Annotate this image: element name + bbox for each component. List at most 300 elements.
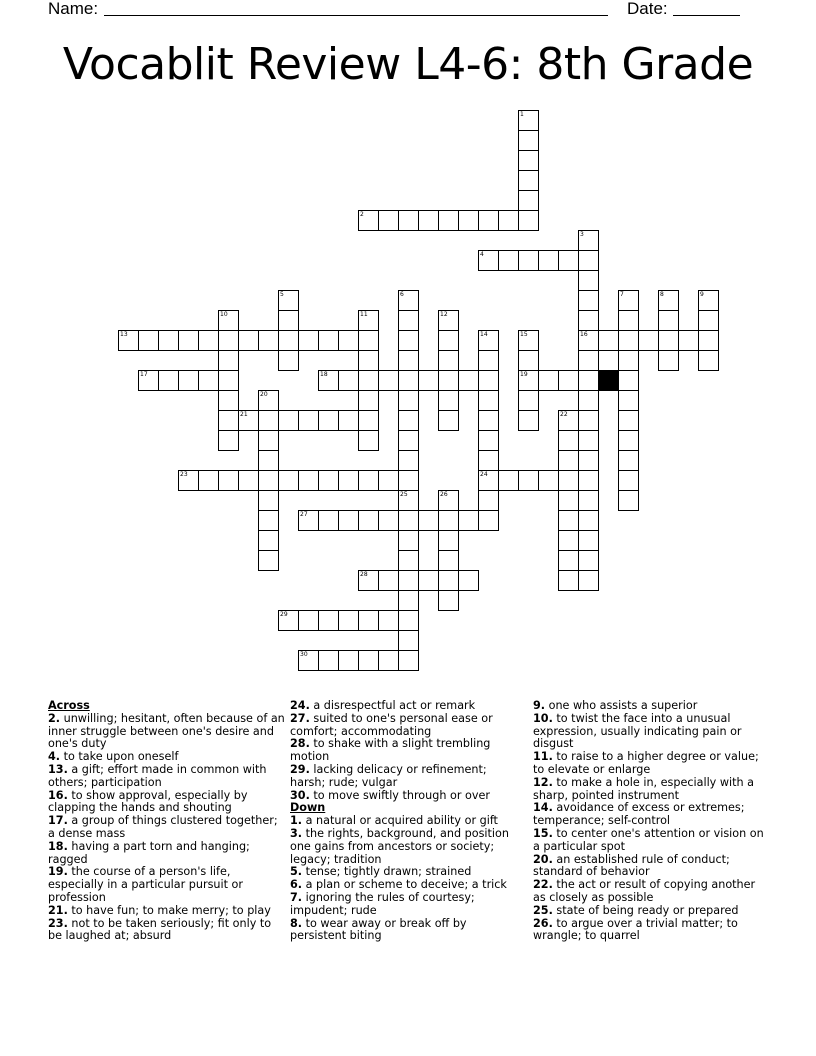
clue-number: 22. [533, 878, 553, 892]
crossword-cell[interactable] [358, 470, 379, 491]
clue-item [290, 764, 510, 790]
clue-text: to have fun; to make merry; to play [71, 903, 271, 917]
crossword-cell[interactable] [118, 330, 139, 351]
crossword-cell[interactable] [478, 410, 499, 431]
crossword-cell[interactable] [558, 530, 579, 551]
clue-number: 11. [533, 750, 553, 764]
clue-text: state of being ready or prepared [556, 903, 739, 917]
crossword-cell[interactable] [578, 450, 599, 471]
clue-number: 30. [290, 788, 310, 802]
clue-number: 23. [48, 916, 68, 930]
crossword-cell[interactable] [258, 490, 279, 511]
crossword-cell[interactable] [518, 130, 539, 151]
crossword-cell[interactable] [478, 430, 499, 451]
crossword-cell[interactable] [378, 370, 399, 391]
crossword-cell[interactable] [558, 570, 579, 591]
crossword-cell[interactable] [438, 370, 459, 391]
clue-text: a group of things clustered together; a dense mass [48, 814, 278, 840]
crossword-cell[interactable] [358, 430, 379, 451]
crossword-cell[interactable] [578, 570, 599, 591]
crossword-cell[interactable] [398, 390, 419, 411]
crossword-cell[interactable] [658, 290, 679, 311]
clue-column-2 [290, 700, 510, 943]
crossword-cell[interactable] [618, 470, 639, 491]
crossword-cell[interactable] [338, 410, 359, 431]
crossword-cell[interactable] [438, 490, 459, 511]
crossword-cell[interactable] [338, 610, 359, 631]
crossword-cell[interactable] [398, 310, 419, 331]
crossword-cell[interactable] [458, 370, 479, 391]
crossword-cell[interactable] [558, 450, 579, 471]
across-heading: Across [48, 699, 90, 712]
clue-number: 28. [290, 737, 310, 751]
crossword-cell[interactable] [578, 250, 599, 271]
cell-number: 25 [400, 491, 408, 498]
crossword-cell[interactable] [418, 570, 439, 591]
crossword-cell[interactable] [518, 170, 539, 191]
crossword-cell[interactable] [578, 530, 599, 551]
clue-item [533, 828, 768, 854]
clue-text: to shake with a slight trembling motion [290, 737, 491, 764]
crossword-cell[interactable] [558, 410, 579, 431]
clue-number: 13. [48, 762, 68, 776]
crossword-cell[interactable] [218, 410, 239, 431]
crossword-cell[interactable] [478, 210, 499, 231]
crossword-cell[interactable] [438, 330, 459, 351]
crossword-cell[interactable] [438, 350, 459, 371]
crossword-cell[interactable] [158, 330, 179, 351]
crossword-cell[interactable] [518, 150, 539, 171]
clue-text: suited to one's personal ease or comfort; accommodating [290, 711, 493, 738]
crossword-cell[interactable] [218, 370, 239, 391]
crossword-cell[interactable] [518, 250, 539, 271]
clue-text: the rights, background, and position one gains from ancestors or society; legacy; tradition [290, 826, 509, 866]
crossword-cell[interactable] [398, 450, 419, 471]
crossword-cell[interactable] [258, 510, 279, 531]
crossword-cell[interactable] [578, 550, 599, 571]
crossword-cell[interactable] [558, 430, 579, 451]
cell-number: 20 [260, 391, 268, 398]
crossword-cell[interactable] [218, 330, 239, 351]
crossword-cell[interactable] [498, 250, 519, 271]
clue-column-3 [533, 700, 768, 943]
crossword-cell[interactable] [218, 350, 239, 371]
crossword-cell[interactable] [578, 290, 599, 311]
crossword-cell[interactable] [478, 470, 499, 491]
crossword-cell[interactable] [278, 410, 299, 431]
crossword-cell[interactable] [458, 570, 479, 591]
crossword-cell[interactable] [178, 330, 199, 351]
clue-item [533, 802, 768, 828]
clue-item [48, 841, 286, 867]
crossword-cell[interactable] [398, 410, 419, 431]
crossword-cell[interactable] [298, 610, 319, 631]
clue-number: 20. [533, 852, 553, 866]
crossword-cell[interactable] [358, 350, 379, 371]
crossword-cell[interactable] [318, 510, 339, 531]
clue-item [48, 815, 286, 841]
cell-number: 3 [580, 231, 584, 238]
crossword-cell[interactable] [198, 470, 219, 491]
crossword-cell[interactable] [398, 530, 419, 551]
crossword-cell[interactable] [518, 330, 539, 351]
crossword-cell[interactable] [278, 330, 299, 351]
crossword-cell[interactable] [478, 250, 499, 271]
clue-text: having a part torn and hanging; ragged [48, 839, 250, 866]
crossword-cell[interactable] [358, 650, 379, 671]
crossword-cell[interactable] [558, 250, 579, 271]
clue-text: to raise to a higher degree or value; to elevate or enlarge [533, 750, 759, 776]
clue-text: to show approval, especially by clapping the hands and shouting [48, 788, 248, 815]
crossword-cell[interactable] [218, 470, 239, 491]
crossword-cell[interactable] [318, 650, 339, 671]
crossword-cell[interactable] [158, 370, 179, 391]
crossword-cell[interactable] [578, 330, 599, 351]
crossword-cell[interactable] [698, 290, 719, 311]
clue-text: to wear away or break off by persistent biting [290, 916, 467, 943]
cell-number: 16 [580, 331, 588, 338]
clue-text: a gift; effort made in common with others; participation [48, 762, 267, 789]
crossword-cell[interactable] [198, 330, 219, 351]
crossword-cell[interactable] [298, 330, 319, 351]
crossword-cell[interactable] [298, 410, 319, 431]
crossword-cell[interactable] [438, 310, 459, 331]
crossword-cell[interactable] [398, 630, 419, 651]
crossword-cell[interactable] [138, 370, 159, 391]
crossword-cell[interactable] [338, 370, 359, 391]
crossword-cell[interactable] [578, 470, 599, 491]
clue-text: one who assists a superior [548, 699, 698, 712]
crossword-cell[interactable] [618, 290, 639, 311]
clue-number: 27. [290, 711, 310, 725]
clue-number: 26. [533, 916, 553, 930]
crossword-cell[interactable] [438, 390, 459, 411]
crossword-cell[interactable] [338, 510, 359, 531]
crossword-cell[interactable] [238, 410, 259, 431]
clue-number: 15. [533, 826, 553, 840]
cell-number: 8 [660, 291, 664, 298]
clue-number: 16. [48, 788, 68, 802]
crossword-cell[interactable] [518, 350, 539, 371]
crossword-cell[interactable] [218, 310, 239, 331]
crossword-cell[interactable] [398, 350, 419, 371]
crossword-cell[interactable] [358, 410, 379, 431]
clue-text: a disrespectful act or remark [313, 699, 476, 712]
cell-number: 29 [280, 611, 288, 618]
crossword-cell[interactable] [398, 610, 419, 631]
clue-text: tense; tightly drawn; strained [305, 865, 472, 879]
crossword-cell[interactable] [398, 570, 419, 591]
crossword-cell[interactable] [418, 370, 439, 391]
crossword-cell[interactable] [258, 450, 279, 471]
crossword-cell[interactable] [218, 390, 239, 411]
clue-number: 4. [48, 750, 61, 764]
clue-text: to make a hole in, especially with a sharp, pointed instrument [533, 775, 755, 802]
crossword-cell[interactable] [698, 330, 719, 351]
crossword-cell[interactable] [378, 470, 399, 491]
crossword-cell[interactable] [578, 370, 599, 391]
cell-number: 19 [520, 371, 528, 378]
crossword-cell[interactable] [338, 470, 359, 491]
crossword-cell[interactable] [518, 370, 539, 391]
crossword-cell[interactable] [558, 370, 579, 391]
crossword-cell[interactable] [238, 470, 259, 491]
crossword-cell[interactable] [398, 370, 419, 391]
crossword-cell[interactable] [478, 450, 499, 471]
clue-text: a plan or scheme to deceive; a trick [305, 878, 507, 892]
crossword-cell[interactable] [438, 210, 459, 231]
crossword-cell[interactable] [618, 390, 639, 411]
crossword-cell[interactable] [578, 270, 599, 291]
crossword-cell[interactable] [398, 590, 419, 611]
crossword-cell[interactable] [438, 410, 459, 431]
crossword-cell[interactable] [658, 350, 679, 371]
crossword-cell[interactable] [498, 210, 519, 231]
crossword-cell[interactable] [298, 650, 319, 671]
crossword-cell[interactable] [398, 550, 419, 571]
cell-number: 21 [240, 411, 248, 418]
crossword-cell[interactable] [558, 550, 579, 571]
clue-number: 18. [48, 839, 68, 853]
crossword-cell[interactable] [338, 650, 359, 671]
crossword-cell[interactable] [478, 490, 499, 511]
crossword-cell[interactable] [618, 370, 639, 391]
crossword-cell[interactable] [178, 470, 199, 491]
crossword-cell[interactable] [198, 370, 219, 391]
crossword-cell[interactable] [318, 370, 339, 391]
clue-item [533, 777, 768, 803]
crossword-cell[interactable] [578, 350, 599, 371]
clue-text: avoidance of excess or extremes; temperance; self-control [533, 801, 745, 828]
crossword-cell[interactable] [518, 470, 539, 491]
clue-text: to argue over a trivial matter; to wrangle; to quarrel [533, 916, 738, 943]
crossword-cell[interactable] [478, 390, 499, 411]
crossword-cell[interactable] [618, 330, 639, 351]
crossword-cell[interactable] [378, 210, 399, 231]
crossword-cell[interactable] [438, 570, 459, 591]
clue-text: to move swiftly through or over [313, 788, 490, 802]
crossword-cell[interactable] [618, 490, 639, 511]
clue-text: unwilling; hesitant, often because of an inner struggle between one's desire and one's duty [48, 711, 285, 751]
clue-number: 6. [290, 878, 303, 892]
clue-number: 14. [533, 801, 553, 815]
crossword-cell[interactable] [258, 330, 279, 351]
crossword-cell[interactable] [258, 550, 279, 571]
crossword-cell[interactable] [378, 510, 399, 531]
crossword-cell[interactable] [438, 530, 459, 551]
crossword-cell[interactable] [358, 310, 379, 331]
crossword-cell[interactable] [418, 210, 439, 231]
clue-item [533, 918, 768, 944]
clue-number: 8. [290, 916, 303, 930]
crossword-cell[interactable] [398, 290, 419, 311]
crossword-cell[interactable] [278, 310, 299, 331]
crossword-cell[interactable] [578, 510, 599, 531]
crossword-cell[interactable] [258, 470, 279, 491]
clue-item [48, 790, 286, 816]
clue-text: not to be taken seriously; fit only to be laughed at; absurd [48, 916, 272, 943]
clue-item [290, 918, 510, 944]
name-label: Name: [48, 0, 99, 18]
crossword-cell[interactable] [378, 650, 399, 671]
crossword-cell[interactable] [578, 430, 599, 451]
crossword-cell[interactable] [358, 210, 379, 231]
cell-number: 17 [140, 371, 148, 378]
crossword-cell[interactable] [318, 610, 339, 631]
crossword-cell[interactable] [618, 350, 639, 371]
crossword-cell[interactable] [578, 310, 599, 331]
crossword-cell[interactable] [618, 410, 639, 431]
page-title: Vocablit Review L4-6: 8th Grade [62, 39, 754, 90]
clue-text: an established rule of conduct; standard of behavior [533, 852, 730, 879]
crossword-cell[interactable] [398, 210, 419, 231]
crossword-cell[interactable] [358, 610, 379, 631]
crossword-cell[interactable] [318, 410, 339, 431]
crossword-cell[interactable] [478, 510, 499, 531]
clue-number: 17. [48, 814, 68, 828]
clue-number: 3. [290, 826, 303, 840]
crossword-cell[interactable] [618, 310, 639, 331]
crossword-cell[interactable] [578, 390, 599, 411]
clue-text: the course of a person's life, especially in a particular pursuit or profession [48, 865, 243, 904]
clue-text: a natural or acquired ability or gift [305, 814, 498, 828]
cell-number: 13 [120, 331, 128, 338]
clue-number: 5. [290, 865, 303, 879]
crossword-cell[interactable] [698, 350, 719, 371]
crossword-cell[interactable] [438, 550, 459, 571]
crossword-cell[interactable] [398, 510, 419, 531]
cell-number: 18 [320, 371, 328, 378]
clue-item [48, 713, 286, 751]
clue-item [290, 738, 510, 764]
crossword-cell[interactable] [238, 330, 259, 351]
crossword-cell[interactable] [518, 210, 539, 231]
clue-item [48, 918, 286, 944]
clue-item [533, 854, 768, 880]
cell-number: 15 [520, 331, 528, 338]
crossword-cell[interactable] [438, 590, 459, 611]
crossword-cell[interactable] [658, 330, 679, 351]
crossword-cell[interactable] [438, 510, 459, 531]
crossword-cell[interactable] [678, 330, 699, 351]
crossword-cell[interactable] [358, 370, 379, 391]
crossword-cell[interactable] [558, 510, 579, 531]
crossword-cell[interactable] [338, 330, 359, 351]
crossword-cell[interactable] [558, 470, 579, 491]
cell-number: 10 [220, 311, 228, 318]
crossword-cell[interactable] [458, 210, 479, 231]
crossword-cell[interactable] [258, 410, 279, 431]
black-square [598, 370, 619, 391]
crossword-cell[interactable] [418, 510, 439, 531]
cell-number: 24 [480, 471, 488, 478]
crossword-cell[interactable] [318, 470, 339, 491]
crossword-cell[interactable] [518, 390, 539, 411]
crossword-cell[interactable] [638, 330, 659, 351]
clue-number: 24. [290, 699, 310, 712]
crossword-cell[interactable] [398, 490, 419, 511]
crossword-cell[interactable] [258, 530, 279, 551]
crossword-cell[interactable] [458, 510, 479, 531]
clue-column-1 [48, 700, 286, 943]
crossword-cell[interactable] [538, 250, 559, 271]
crossword-cell[interactable] [478, 330, 499, 351]
crossword-cell[interactable] [378, 610, 399, 631]
crossword-cell[interactable] [278, 610, 299, 631]
cell-number: 9 [700, 291, 704, 298]
crossword-cell[interactable] [138, 330, 159, 351]
crossword-cell[interactable] [318, 330, 339, 351]
clue-text: to twist the face into a unusual expression, usually indicating pain or disgust [533, 711, 742, 751]
crossword-cell[interactable] [278, 350, 299, 371]
cell-number: 30 [300, 651, 308, 658]
crossword-cell[interactable] [378, 570, 399, 591]
crossword-cell[interactable] [618, 430, 639, 451]
clue-number: 12. [533, 775, 553, 789]
clue-item [290, 828, 510, 866]
crossword-cell[interactable] [218, 430, 239, 451]
crossword-cell[interactable] [298, 470, 319, 491]
crossword-cell[interactable] [358, 570, 379, 591]
clue-text: lacking delicacy or refinement; harsh; rude; vulgar [290, 762, 487, 789]
clue-number: 25. [533, 903, 553, 917]
crossword-cell[interactable] [658, 310, 679, 331]
clue-text: to center one's attention or vision on a particular spot [533, 826, 764, 853]
clue-item [48, 866, 286, 904]
crossword-cell[interactable] [538, 370, 559, 391]
crossword-cell[interactable] [358, 330, 379, 351]
crossword-cell[interactable] [518, 110, 539, 131]
crossword-cell[interactable] [618, 450, 639, 471]
crossword-cell[interactable] [518, 410, 539, 431]
clue-number: 29. [290, 762, 310, 776]
clue-text: the act or result of copying another as closely as possible [533, 878, 756, 904]
crossword-cell[interactable] [358, 390, 379, 411]
cell-number: 27 [300, 511, 308, 518]
crossword-cell[interactable] [298, 510, 319, 531]
crossword-cell[interactable] [258, 430, 279, 451]
crossword-cell[interactable] [178, 370, 199, 391]
crossword-cell[interactable] [358, 510, 379, 531]
cell-number: 22 [560, 411, 568, 418]
crossword-cell[interactable] [258, 390, 279, 411]
cell-number: 2 [360, 211, 364, 218]
crossword-cell[interactable] [598, 330, 619, 351]
crossword-cell[interactable] [578, 490, 599, 511]
crossword-cell[interactable] [398, 470, 419, 491]
cell-number: 11 [360, 311, 368, 318]
crossword-cell[interactable] [278, 470, 299, 491]
crossword-cell[interactable] [398, 330, 419, 351]
crossword-cell[interactable] [518, 190, 539, 211]
crossword-cell[interactable] [398, 430, 419, 451]
crossword-cell[interactable] [538, 470, 559, 491]
crossword-cell[interactable] [278, 290, 299, 311]
crossword-cell[interactable] [498, 470, 519, 491]
crossword-cell[interactable] [558, 490, 579, 511]
crossword-cell[interactable] [578, 410, 599, 431]
cell-number: 6 [400, 291, 404, 298]
crossword-cell[interactable] [578, 230, 599, 251]
crossword-cell[interactable] [478, 350, 499, 371]
cell-number: 1 [520, 111, 524, 118]
clue-number: 19. [48, 865, 68, 879]
crossword-cell[interactable] [398, 650, 419, 671]
cell-number: 4 [480, 251, 484, 258]
crossword-cell[interactable] [478, 370, 499, 391]
crossword-cell[interactable] [698, 310, 719, 331]
cell-number: 12 [440, 311, 448, 318]
